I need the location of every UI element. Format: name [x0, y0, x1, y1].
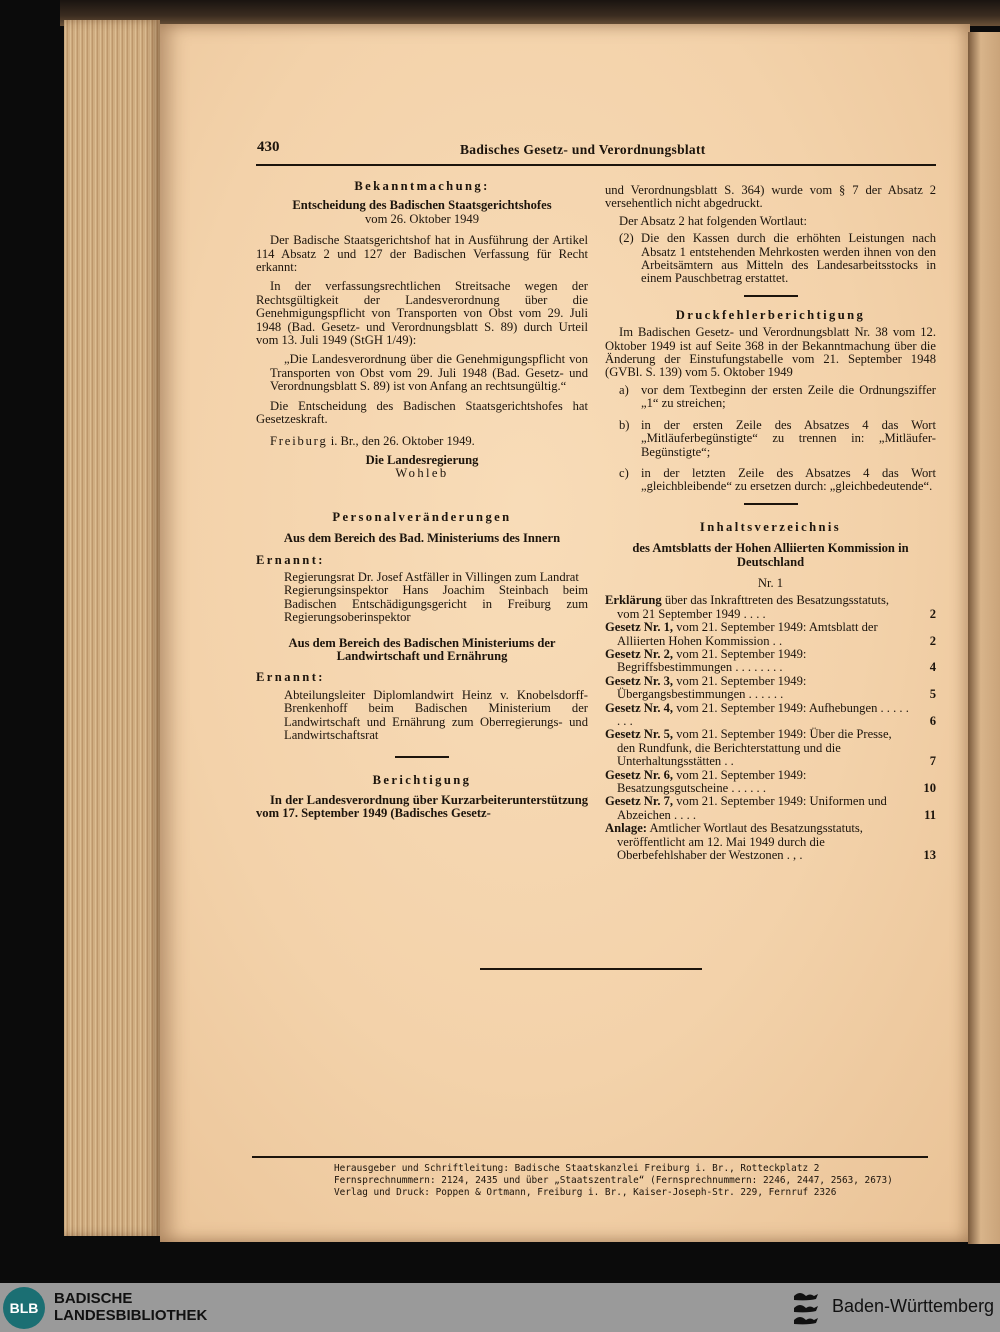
toc-entry-text: vom 21. September 1949: Besatzungsgutscheine . . . . . . — [617, 767, 807, 796]
end-rule — [480, 968, 702, 970]
personal-ministry-landwirtschaft: Aus dem Bereich des Badischen Ministeriums der Landwirtschaft und Ernährung — [288, 635, 556, 663]
bekanntmachung-quote: „Die Landesverordnung über die Genehmigungspflicht von Transporten von Obst vom 29. Juli 1948 (Bad. Gesetz- und Verordnungsblatt S. 89) ist von Anfang an rechtsungültig.“ — [270, 352, 588, 394]
toc-entry-text: Amtlicher Wortlaut des Besatzungsstatuts, veröffentlicht am 12. Mai 1949 durch die Oberbefehlshaber der Westzonen . , . — [617, 821, 863, 863]
appointment-entry: Regierungsrat Dr. Josef Astfäller in Villingen zum Landrat — [284, 569, 579, 584]
toc-entry — [605, 621, 936, 648]
personal-heading: Personalveränderungen — [332, 509, 512, 524]
item-text: in der ersten Zeile des Absatzes 4 das Wort „Mitläuferbegünstigte“ zu trennen in: „Mitläufer-Begünstigte“; — [641, 417, 936, 459]
item-label: a) — [619, 382, 629, 397]
toc-entry-page: 7 — [929, 754, 936, 769]
toc-entry — [605, 769, 936, 796]
toc-entry — [605, 702, 936, 729]
druckfehler-item — [605, 384, 936, 411]
berichtigung-paragraph: Der Absatz 2 hat folgenden Wortlaut: — [619, 213, 807, 228]
library-name-line1: BADISCHE — [54, 1290, 133, 1307]
toc-entry-lead: Gesetz Nr. 7, — [605, 794, 674, 809]
toc-entry-lead: Gesetz Nr. 1, — [605, 620, 674, 635]
section-separator — [744, 295, 798, 297]
table-of-contents — [605, 594, 936, 862]
place-name: Freiburg — [270, 433, 328, 448]
toc-entry-page: 4 — [929, 660, 936, 675]
right-column — [605, 184, 936, 862]
header-rule — [256, 164, 936, 166]
book-top-edge — [60, 0, 1000, 26]
druckfehler-heading: Druckfehlerberichtigung — [675, 307, 866, 322]
toc-entry-text: vom 21. September 1949: Übergangsbestimmungen . . . . . . — [617, 673, 807, 702]
state-name[interactable]: Baden-Württemberg — [832, 1296, 995, 1316]
berichtigung-item — [605, 232, 936, 286]
toc-entry-text: vom 21. September 1949: Amtsblatt der Alliierten Hohen Kommission . . — [617, 620, 878, 648]
toc-entry-text: vom 21. September 1949: Uniformen und Abzeichen . . . . — [617, 794, 887, 822]
toc-entry-lead: Gesetz Nr. 3, — [605, 673, 674, 688]
toc-entry-lead: Gesetz Nr. 2, — [605, 646, 674, 661]
toc-entry — [605, 822, 936, 862]
left-column — [256, 180, 588, 821]
facing-page-edge — [968, 32, 1000, 1244]
toc-entry-page: 10 — [923, 781, 936, 796]
page-stack-edge — [64, 20, 160, 1236]
page-number: 430 — [257, 139, 280, 155]
bekanntmachung-paragraph: Die Entscheidung des Badischen Staatsgerichtshofes hat Gesetzeskraft. — [256, 398, 588, 427]
druckfehler-item — [605, 419, 936, 459]
blb-logo[interactable]: BLB — [3, 1287, 45, 1329]
item-text: Die den Kassen durch die erhöhten Leistungen nach Absatz 1 entstehenden Mehrkosten werden ihnen von den Arbeitsämtern aus Mitteln des Landesarbeitsstocks in einem Pauschbetrag erstattet. — [641, 231, 936, 286]
library-name[interactable] — [54, 1290, 207, 1324]
inhalt-heading: Inhaltsverzeichnis — [699, 519, 842, 534]
place-date: i. Br., den 26. Oktober 1949. — [327, 433, 475, 448]
toc-entry-text: über das Inkrafttreten des Besatzungsstatuts, vom 21 September 1949 . . . . — [617, 593, 890, 621]
bekanntmachung-heading: Bekanntmachung: — [354, 179, 490, 193]
berichtigung-heading: Berichtigung — [372, 773, 472, 788]
toc-entry — [605, 795, 936, 822]
imprint-line: Herausgeber und Schriftleitung: Badische Staatskanzlei Freiburg i. Br., Rotteckplatz 2 — [334, 1163, 820, 1174]
signatory-government: Die Landesregierung — [365, 452, 479, 467]
toc-entry-lead: Erklärung — [605, 593, 662, 608]
bekanntmachung-subtitle: Entscheidung des Badischen Staatsgerichtshofes — [292, 198, 552, 213]
place-date-line — [256, 435, 588, 448]
toc-entry-page: 2 — [929, 633, 936, 648]
item-text: in der letzten Zeile des Absatzes 4 das Wort „gleichbleibende“ zu ersetzen durch: „gleichbedeutende“. — [641, 465, 936, 494]
druckfehler-paragraph: Im Badischen Gesetz- und Verordnungsblatt Nr. 38 vom 12. Oktober 1949 ist auf Seite 368 in der Bekanntmachung über die Änderung der Einstufungstabelle vom 21. September 1948 (GVBl. S. 139) vom 5. Oktober 1949 — [605, 325, 936, 380]
imprint-line: Verlag und Druck: Poppen & Ortmann, Freiburg i. Br., Kaiser-Joseph-Str. 229, Fernruf 2326 — [334, 1187, 837, 1199]
toc-entry-lead: Gesetz Nr. 4, — [605, 700, 674, 715]
section-separator — [744, 503, 798, 505]
toc-entry — [605, 648, 936, 675]
imprint — [334, 1163, 894, 1200]
item-text: vor dem Textbeginn der ersten Zeile die Ordnungsziffer „1“ zu streichen; — [641, 382, 936, 411]
toc-entry-page: 2 — [929, 606, 936, 621]
toc-entry-lead: Gesetz Nr. 5, — [605, 727, 674, 742]
signatory-name: Wohleb — [395, 466, 449, 481]
bekanntmachung-date: vom 26. Oktober 1949 — [364, 211, 480, 226]
item-label: b) — [619, 417, 630, 432]
item-label: c) — [619, 465, 629, 480]
personal-ministry-innern: Aus dem Bereich des Bad. Ministeriums des Innern — [283, 531, 561, 546]
item-label: (2) — [619, 231, 634, 246]
toc-entry — [605, 728, 936, 768]
toc-entry-lead: Anlage: — [605, 821, 647, 836]
branding-bar — [0, 1283, 1000, 1332]
toc-entry — [605, 675, 936, 702]
ernannt-label: Ernannt: — [256, 552, 325, 567]
toc-entry-text: vom 21. September 1949: Begriffsbestimmungen . . . . . . . . — [617, 646, 807, 675]
footer-rule — [252, 1156, 928, 1158]
bekanntmachung-paragraph: In der verfassungsrechtlichen Streitsache wegen der Rechtsgültigkeit der Landesverordnung über die Genehmigungspflicht von Transporten von Obst vom 29. Juli 1948 (Bad. Gesetz- und Verordnungsblatt S. 89) durch Urteil vom 13. Juli 1949 (StGH 1/49): — [256, 279, 588, 348]
inhalt-issue-number: Nr. 1 — [757, 575, 784, 590]
toc-entry-page: 5 — [929, 687, 936, 702]
toc-entry-page: 6 — [929, 714, 936, 728]
toc-entry-page: 11 — [924, 807, 936, 822]
running-title: Badisches Gesetz- und Verordnungsblatt — [460, 142, 706, 157]
lions-coat-of-arms-icon — [790, 1288, 824, 1328]
toc-entry-page: 13 — [923, 848, 936, 863]
appointment-entry: Regierungsinspektor Hans Joachim Steinbach beim Badischen Entschädigungsgericht in Freiburg zum Regierungsoberinspektor — [284, 583, 588, 625]
section-separator — [395, 756, 449, 758]
toc-entry — [605, 594, 936, 621]
toc-entry-text: vom 21. September 1949: Über die Presse, den Rundfunk, die Berichterstattung und die Unterhaltungsstätten . . — [617, 727, 892, 769]
berichtigung-continued: und Verordnungsblatt S. 364) wurde vom § 7 der Absatz 2 versehentlich nicht abgedruckt. — [605, 183, 936, 211]
bekanntmachung-paragraph: Der Badische Staatsgerichtshof hat in Ausführung der Artikel 114 Absatz 2 und 127 der Badischen Verfassung für Recht erkannt: — [256, 233, 588, 275]
appointment-entry: Abteilungsleiter Diplomlandwirt Heinz v. Knobelsdorff-Brenkenhoff beim Badischen Ministerium der Landwirtschaft und Ernährung zum Oberregierungs- und Landwirtschaftsrat — [284, 687, 588, 742]
inhalt-subtitle: des Amtsblatts der Hohen Alliierten Kommission in Deutschland — [632, 541, 909, 569]
druckfehler-item — [605, 467, 936, 494]
ernannt-label: Ernannt: — [256, 670, 325, 685]
library-name-line2: LANDESBIBLIOTHEK — [54, 1307, 208, 1324]
imprint-line: Fernsprechnummern: 2124, 2435 und über „Staatszentrale“ (Fernsprechnummern: 2246, 2447, 2563, 2673) — [334, 1175, 893, 1187]
berichtigung-paragraph: In der Landesverordnung über Kurzarbeiterunterstützung vom 17. September 1949 (Badisches Gesetz- — [256, 792, 588, 821]
toc-entry-lead: Gesetz Nr. 6, — [605, 767, 674, 782]
toc-entry-text: vom 21. September 1949: Aufhebungen . . . . . . . . — [617, 700, 909, 728]
